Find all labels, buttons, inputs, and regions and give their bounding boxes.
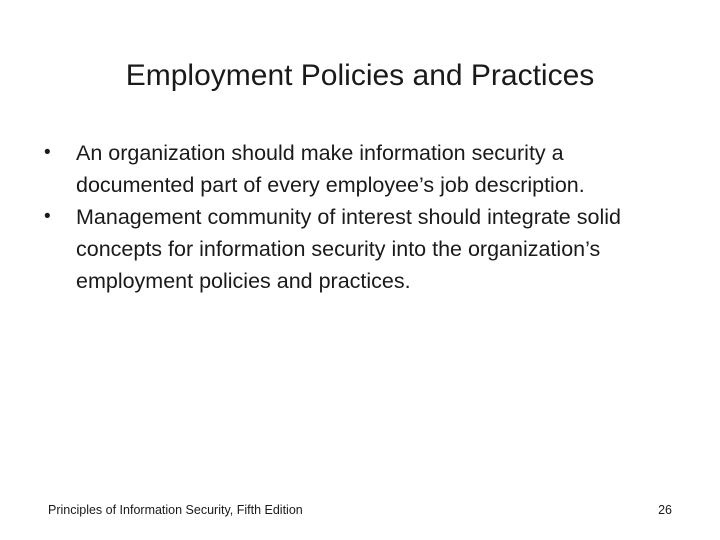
bullet-item — [44, 201, 684, 297]
footer-source: Principles of Information Security, Fifth Edition — [48, 503, 303, 517]
bullet-item — [44, 137, 684, 201]
bullet-marker: • — [44, 142, 51, 163]
bullet-marker: • — [44, 206, 51, 227]
bullet-list — [44, 137, 684, 297]
bullet-text: Management community of interest should integrate solid concepts for information security into the organization’s employment policies and practices. — [76, 205, 621, 293]
slide-title: Employment Policies and Practices — [125, 59, 595, 92]
bullet-text: An organization should make information security a documented part of every employee’s job description. — [76, 141, 585, 197]
page-number: 26 — [658, 503, 672, 517]
